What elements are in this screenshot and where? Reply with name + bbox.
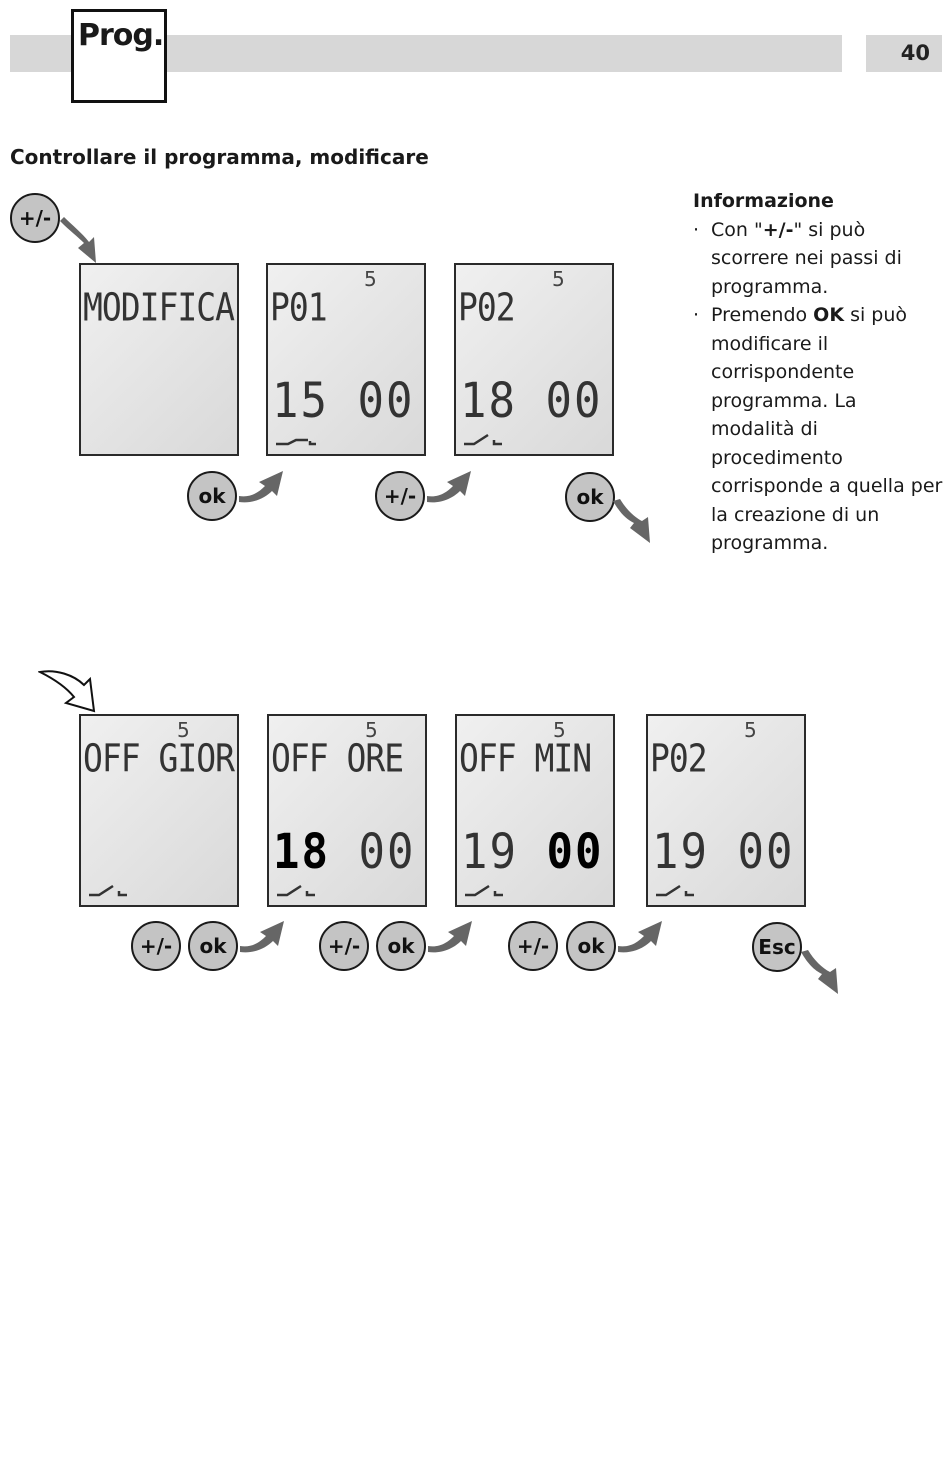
ok-button[interactable]: ok: [376, 921, 426, 971]
lcd-text: P02: [458, 285, 515, 330]
arrow-up-right-icon: [238, 920, 286, 954]
ok-button[interactable]: ok: [188, 921, 238, 971]
section-title: Controllare il programma, modificare: [10, 145, 429, 169]
lcd-minutes: 00: [545, 373, 603, 430]
switch-on-icon: [275, 884, 319, 898]
arrow-down-right-outline-icon: [38, 667, 100, 717]
switch-off-icon: [274, 433, 318, 447]
lcd-time: [652, 824, 794, 880]
lcd-hours: 19: [461, 824, 518, 881]
arrow-down-right-icon: [610, 497, 652, 545]
lcd-time: [460, 373, 602, 429]
lcd-text: OFF GIOR: [83, 736, 234, 781]
arrow-down-right-icon: [798, 948, 840, 996]
plus-minus-button[interactable]: +/-: [508, 921, 558, 971]
switch-on-icon: [463, 884, 507, 898]
info-item-keyword: +/-: [762, 218, 794, 241]
lcd-day: 5: [364, 267, 377, 291]
section-tag: Prog.: [78, 18, 164, 53]
info-panel: [693, 187, 945, 558]
arrow-down-right-icon: [56, 215, 101, 267]
lcd-day: 5: [744, 718, 757, 742]
page-number-tab: [866, 35, 942, 72]
lcd-screen: [646, 714, 806, 907]
info-item-text: Premendo: [711, 304, 814, 326]
ok-button[interactable]: ok: [566, 921, 616, 971]
arrow-up-right-icon: [616, 920, 664, 954]
switch-on-icon: [462, 433, 506, 447]
info-item: [693, 216, 945, 302]
lcd-hours: 19: [652, 824, 709, 881]
bullet: ·: [693, 218, 700, 241]
info-item-keyword: OK: [813, 304, 845, 326]
lcd-screen: [266, 263, 426, 456]
lcd-screen: [454, 263, 614, 456]
lcd-minutes: 00: [358, 824, 416, 881]
lcd-hours: 15: [272, 373, 329, 430]
plus-minus-button[interactable]: +/-: [131, 921, 181, 971]
info-title: Informazione: [693, 190, 834, 212]
info-item: [693, 301, 945, 558]
lcd-time: [461, 824, 603, 880]
ok-button[interactable]: ok: [187, 471, 237, 521]
lcd-text: P01: [270, 285, 327, 330]
plus-minus-button[interactable]: +/-: [375, 471, 425, 521]
lcd-screen: [455, 714, 615, 907]
lcd-text: OFF MIN: [459, 736, 592, 781]
lcd-day: 5: [177, 718, 190, 742]
arrow-up-right-icon: [426, 920, 474, 954]
lcd-hours: 18: [273, 824, 330, 881]
plus-minus-button[interactable]: +/-: [10, 193, 60, 243]
switch-on-icon: [654, 884, 698, 898]
lcd-day: 5: [552, 267, 565, 291]
arrow-up-right-icon: [237, 470, 285, 504]
info-item-text: " si può scorrere nei passi di programma.: [711, 218, 902, 298]
lcd-text: MODIFICA: [83, 285, 234, 330]
lcd-day: 5: [365, 718, 378, 742]
arrow-up-right-icon: [425, 470, 473, 504]
lcd-day: 5: [553, 718, 566, 742]
lcd-minutes: 00: [546, 824, 604, 881]
bullet: ·: [693, 304, 700, 326]
page-number: 40: [900, 41, 930, 65]
section-tag-box: [71, 9, 167, 103]
esc-button[interactable]: Esc: [752, 922, 802, 972]
lcd-screen: [267, 714, 427, 907]
info-item-text: si può modificare il corrispondente programma. La modalità di procedimento corrisponde a quella per la creazione di un programma.: [711, 304, 943, 554]
lcd-minutes: 00: [737, 824, 795, 881]
lcd-time: [272, 373, 414, 429]
lcd-time: [273, 824, 415, 880]
lcd-minutes: 00: [357, 373, 415, 430]
lcd-screen: [79, 714, 239, 907]
plus-minus-button[interactable]: +/-: [319, 921, 369, 971]
switch-on-icon: [87, 884, 131, 898]
lcd-text: P02: [650, 736, 707, 781]
info-item-text: Con ": [711, 218, 763, 241]
lcd-text: OFF ORE: [271, 736, 404, 781]
lcd-screen: [79, 263, 239, 456]
lcd-hours: 18: [460, 373, 517, 430]
ok-button[interactable]: ok: [565, 472, 615, 522]
